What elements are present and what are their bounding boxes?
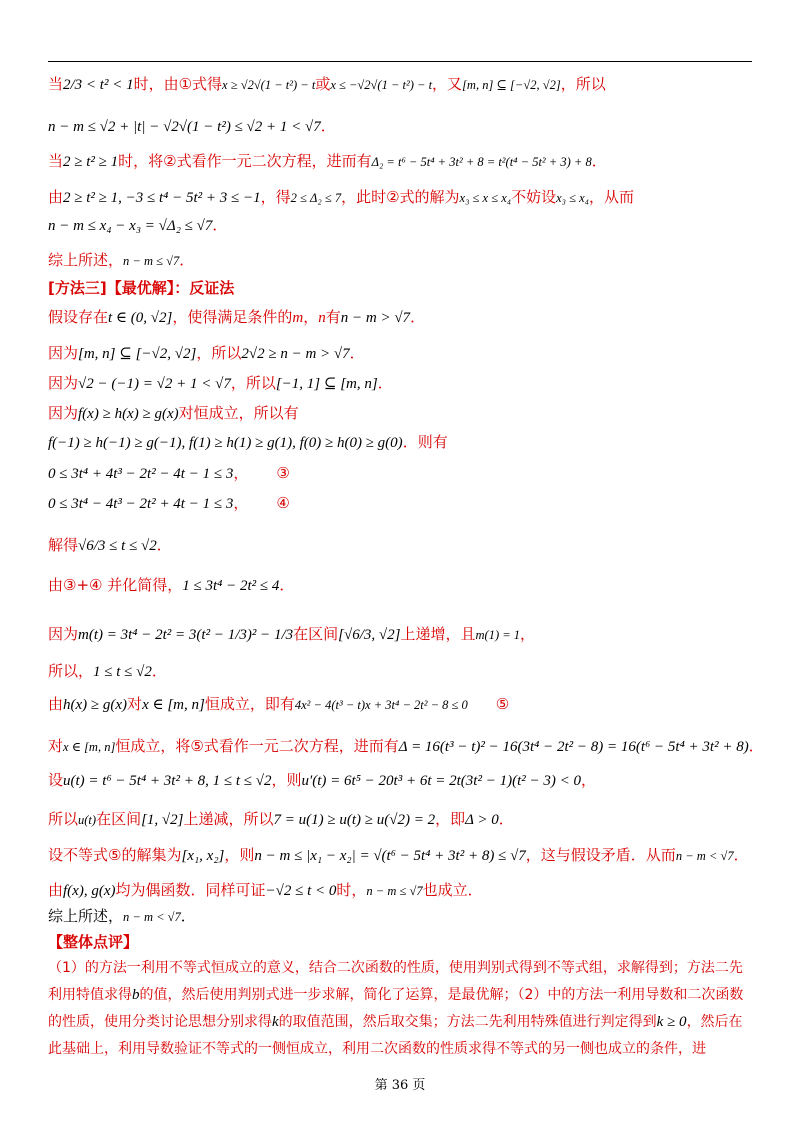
line-part-formula: 2√2 ≥ n − m > √7 [241, 346, 350, 362]
line-part-text: ． [748, 737, 764, 755]
line-part-variable: m [292, 310, 304, 326]
line-part-formula: 2 ≤ Δ₂ ≤ 7 [290, 191, 342, 205]
line-part-text: ． [151, 662, 167, 680]
line-part-formula: x ≥ √2√(1 − t²) − t [222, 78, 316, 92]
line-part-text: 在区间 [96, 810, 142, 828]
line-part-text: ，得 [260, 188, 291, 206]
solution-line [48, 932, 138, 952]
line-part-text: ，则 [271, 771, 302, 789]
solution-line [48, 880, 483, 901]
solution-line [48, 250, 194, 271]
line-part-text: 也成立． [422, 881, 483, 899]
line-part-text: 因为 [48, 404, 79, 422]
line-part-text: 对 [48, 737, 64, 755]
line-part-formula: n − m ≤ √7 [366, 884, 423, 898]
solution-line [48, 151, 607, 172]
overall-comment-paragraph [48, 955, 754, 1063]
line-part-formula: [m, n] ⊆ [−√2, √2] [462, 78, 561, 92]
solution-line [48, 215, 227, 236]
comment-part-formula: b [132, 987, 140, 1003]
line-part-heading: 【整体点评】 [48, 933, 139, 951]
line-part-formula: [1, √2] [141, 812, 184, 828]
line-part-text: ，所以 [230, 374, 276, 392]
line-part-text: 有 [325, 308, 341, 326]
solution-line [48, 432, 448, 453]
line-part-text: ． [377, 374, 393, 392]
line-part-formula: [√6/3, √2] [338, 627, 401, 643]
line-part-formula: 2 ≥ t² ≥ 1 [63, 154, 119, 170]
line-part-text: 对恒成立，所以有 [178, 404, 299, 422]
line-part-formula: x₃ ≤ x ≤ x₄ [459, 191, 512, 205]
comment-part-text: ，然后在此基础上，利用导数验证不等式的一侧恒成立，利用二次函数的性质求得不等式的另一侧也成立的条件，进 [48, 1014, 743, 1057]
solution-line [48, 373, 393, 394]
line-part-text: 解得 [48, 536, 79, 554]
line-part-text: 设 [48, 771, 64, 789]
line-part-text: 设不等式⑤的解集为 [48, 846, 182, 864]
line-part-formula: 0 ≤ 3t⁴ + 4t³ − 2t² − 4t − 1 ≤ 3 [48, 466, 234, 482]
line-part-formula: x₃ ≤ x₄ [556, 191, 590, 205]
line-part-text: ．则有 [402, 433, 448, 451]
line-part-text: 在区间 [293, 625, 339, 643]
line-part-formula: f(x) ≥ h(x) ≥ g(x) [78, 406, 179, 422]
line-part-formula: n − m < √7 [123, 910, 181, 924]
solution-line [48, 278, 234, 298]
line-part-text: ． [212, 216, 228, 234]
line-part-formula: n − m ≤ x₄ − x₃ = √Δ₂ ≤ √7 [48, 218, 213, 234]
page-footer: 第 36 页 [374, 1078, 426, 1093]
solution-line [48, 403, 299, 424]
line-part-variable: n [318, 310, 326, 326]
solution-line [48, 661, 167, 682]
comment-part-text: 的值，然后使用判别式进一步求解，简化了运算，是最优解；（2）中的方法一利用导数和二次函数的性质，使用分类讨论思想分别求得 [48, 987, 744, 1030]
line-part-text: 由③+④ 并化简得， [48, 576, 183, 594]
line-part-formula: n − m < √7 [675, 849, 734, 863]
line-part-text: ． [179, 251, 195, 269]
line-part-formula: m(t) = 3t⁴ − 2t² = 3(t² − 1/3)² − 1/3 [78, 627, 294, 643]
line-part-text: 或 [315, 75, 331, 93]
line-part-text: 不妨设 [511, 188, 557, 206]
line-part-formula: 7 = u(1) ≥ u(t) ≥ u(√2) = 2 [273, 812, 436, 828]
header-rule [48, 61, 752, 62]
line-part-formula: n − m ≤ |x₁ − x₂| = √(t⁶ − 5t⁴ + 3t² + 8) ≤ √7 [254, 848, 526, 864]
line-part-text: ，这与假设矛盾．从而 [525, 846, 676, 864]
line-part-text: 时，由①式得 [133, 75, 223, 93]
line-part-text: ，又 [432, 75, 463, 93]
solution-line [48, 736, 764, 757]
line-part-text: ． [349, 344, 365, 362]
line-part-text: 恒成立，将⑤式看作一元二次方程，进而有 [115, 737, 399, 755]
line-part-text: ， [233, 464, 249, 482]
line-part-text: 由 [48, 188, 64, 206]
line-part-text: 上递减，所以 [183, 810, 274, 828]
line-part-text: 因为 [48, 344, 79, 362]
line-part-formula: n − m > √7 [340, 310, 411, 326]
line-part-formula: [m, n] ⊆ [−√2, √2] [78, 346, 197, 362]
line-part-formula: −√2 ≤ t < 0 [265, 883, 337, 899]
line-part-text: 所以 [48, 810, 79, 828]
line-part-text: 由 [48, 881, 64, 899]
line-part-formula: [x₁, x₂] [181, 848, 225, 864]
line-part-text: 当 [48, 75, 64, 93]
solution-line [48, 535, 172, 556]
line-part-formula: √6/3 ≤ t ≤ √2 [78, 538, 157, 554]
line-part-formula: f(−1) ≥ h(−1) ≥ g(−1), f(1) ≥ h(1) ≥ g(1), f(0) ≥ h(0) ≥ g(0) [48, 435, 403, 451]
solution-line [48, 809, 514, 830]
line-part-text: ，所以 [196, 344, 242, 362]
line-part-formula: x ≤ −√2√(1 − t²) − t [330, 78, 433, 92]
solution-line [48, 187, 634, 208]
line-part-label: ⑤ [495, 695, 510, 713]
comment-part-text: 的取值范围，然后取交集；方法二先利用特殊值进行判定得到 [278, 1014, 657, 1030]
line-part-text: ，此时②式的解为 [341, 188, 460, 206]
solution-line [48, 307, 425, 328]
line-part-heading: [方法三]【最优解】：反证法 [48, 279, 235, 297]
line-part-formula: t ∈ (0, √2] [108, 310, 173, 326]
comment-part-formula: k [272, 1014, 279, 1030]
line-part-formula: n − m ≤ √7 [123, 254, 180, 268]
line-part-formula: h(x) ≥ g(x) [63, 697, 128, 713]
line-part-formula: u′(t) = 6t⁵ − 20t³ + 6t = 2t(3t² − 1)(t² − 3) < 0 [301, 773, 581, 789]
line-part-formula: m(1) = 1 [475, 628, 521, 642]
solution-line [48, 343, 365, 364]
line-part-text: ，从而 [589, 188, 635, 206]
line-part-formula: 2 ≥ t² ≥ 1, −3 ≤ t⁴ − 5t² + 3 ≤ −1 [63, 190, 261, 206]
solution-line [48, 624, 535, 645]
line-part-text: 对 [127, 695, 143, 713]
line-part-text: ． [156, 536, 172, 554]
solution-line [48, 906, 196, 927]
line-part-text: ， [580, 771, 596, 789]
solution-line [48, 575, 294, 596]
line-part-formula: u(t) [78, 813, 97, 827]
solution-line [48, 694, 509, 715]
line-part-text: ， [233, 494, 249, 512]
line-part-formula: u(t) = t⁶ − 5t⁴ + 3t² + 8, 1 ≤ t ≤ √2 [63, 773, 272, 789]
line-part-text: ， [303, 308, 319, 326]
line-part-formula: Δ₂ = t⁶ − 5t⁴ + 3t² + 8 = t²(t⁴ − 5t² + 3) + 8 [371, 155, 592, 169]
line-part-formula: Δ = 16(t³ − t)² − 16(3t⁴ − 2t² − 8) = 16(t⁶ − 5t⁴ + 3t² + 8) [398, 739, 749, 755]
line-part-text: 假设存在 [48, 308, 109, 326]
line-part-text: 因为 [48, 625, 79, 643]
solution-line [48, 463, 290, 484]
line-part-formula: 4x² − 4(t³ − t)x + 3t⁴ − 2t² − 8 ≤ 0 [294, 698, 468, 712]
line-part-text: 当 [48, 152, 64, 170]
line-part-text: 时，将②式看作一元二次方程，进而有 [118, 152, 372, 170]
comment-part-formula: k ≥ 0 [656, 1014, 687, 1030]
line-part-text: 恒成立，即有 [204, 695, 295, 713]
line-part-text: 上递增，且 [400, 625, 476, 643]
comment-part-text: （1）的方法一利用不等式恒成立的意义，结合二次函数的性质，使用判别式得到不等式组，求解得到；方法二先利用特值求得 [48, 960, 743, 1003]
line-part-label: ③ [276, 464, 290, 482]
line-part-formula: 2/3 < t² < 1 [63, 77, 134, 93]
line-part-formula: √2 − (−1) = √2 + 1 < √7 [78, 376, 231, 392]
line-part-formula: n − m ≤ √2 + |t| − √2√(1 − t²) ≤ √2 + 1 < √7 [48, 119, 321, 135]
line-part-formula: 1 ≤ 3t⁴ − 2t² ≤ 4 [182, 578, 280, 594]
solution-line [48, 770, 596, 791]
solution-line [48, 845, 749, 866]
line-part-text: 综上所述， [48, 251, 124, 269]
line-part-text: 所以， [48, 662, 94, 680]
line-part-label: ④ [276, 494, 290, 512]
line-part-text: ． [279, 576, 295, 594]
line-part-text: ． [410, 308, 426, 326]
line-part-formula: Δ > 0 [465, 812, 499, 828]
line-part-text: ． [733, 846, 749, 864]
line-part-text: ． [591, 152, 607, 170]
line-part-text: 均为偶函数．同样可证 [115, 881, 266, 899]
line-part-text: ，使得满足条件的 [172, 308, 293, 326]
line-part-text: 由 [48, 695, 64, 713]
line-part-text: ，则 [224, 846, 255, 864]
line-part-formula: [−1, 1] ⊆ [m, n] [275, 376, 378, 392]
solution-line [48, 116, 336, 137]
line-part-formula: x ∈ [m, n] [142, 697, 205, 713]
line-part-text: ． [498, 810, 514, 828]
line-part-text: 因为 [48, 374, 79, 392]
line-part-formula: 0 ≤ 3t⁴ − 4t³ − 2t² + 4t − 1 ≤ 3 [48, 496, 234, 512]
line-part-text: 时， [336, 881, 367, 899]
line-part-text: ． [320, 117, 336, 135]
line-part-formula: x ∈ [m, n] [63, 740, 116, 754]
line-part-formula: 1 ≤ t ≤ √2 [93, 664, 152, 680]
line-part-text: 综上所述， [48, 907, 124, 925]
line-part-text: ，即 [435, 810, 466, 828]
line-part-text: ， [520, 625, 536, 643]
line-part-text: ． [180, 907, 196, 925]
solution-line [48, 74, 606, 95]
solution-line [48, 493, 290, 514]
line-part-formula: f(x), g(x) [63, 883, 116, 899]
line-part-text: ，所以 [560, 75, 606, 93]
